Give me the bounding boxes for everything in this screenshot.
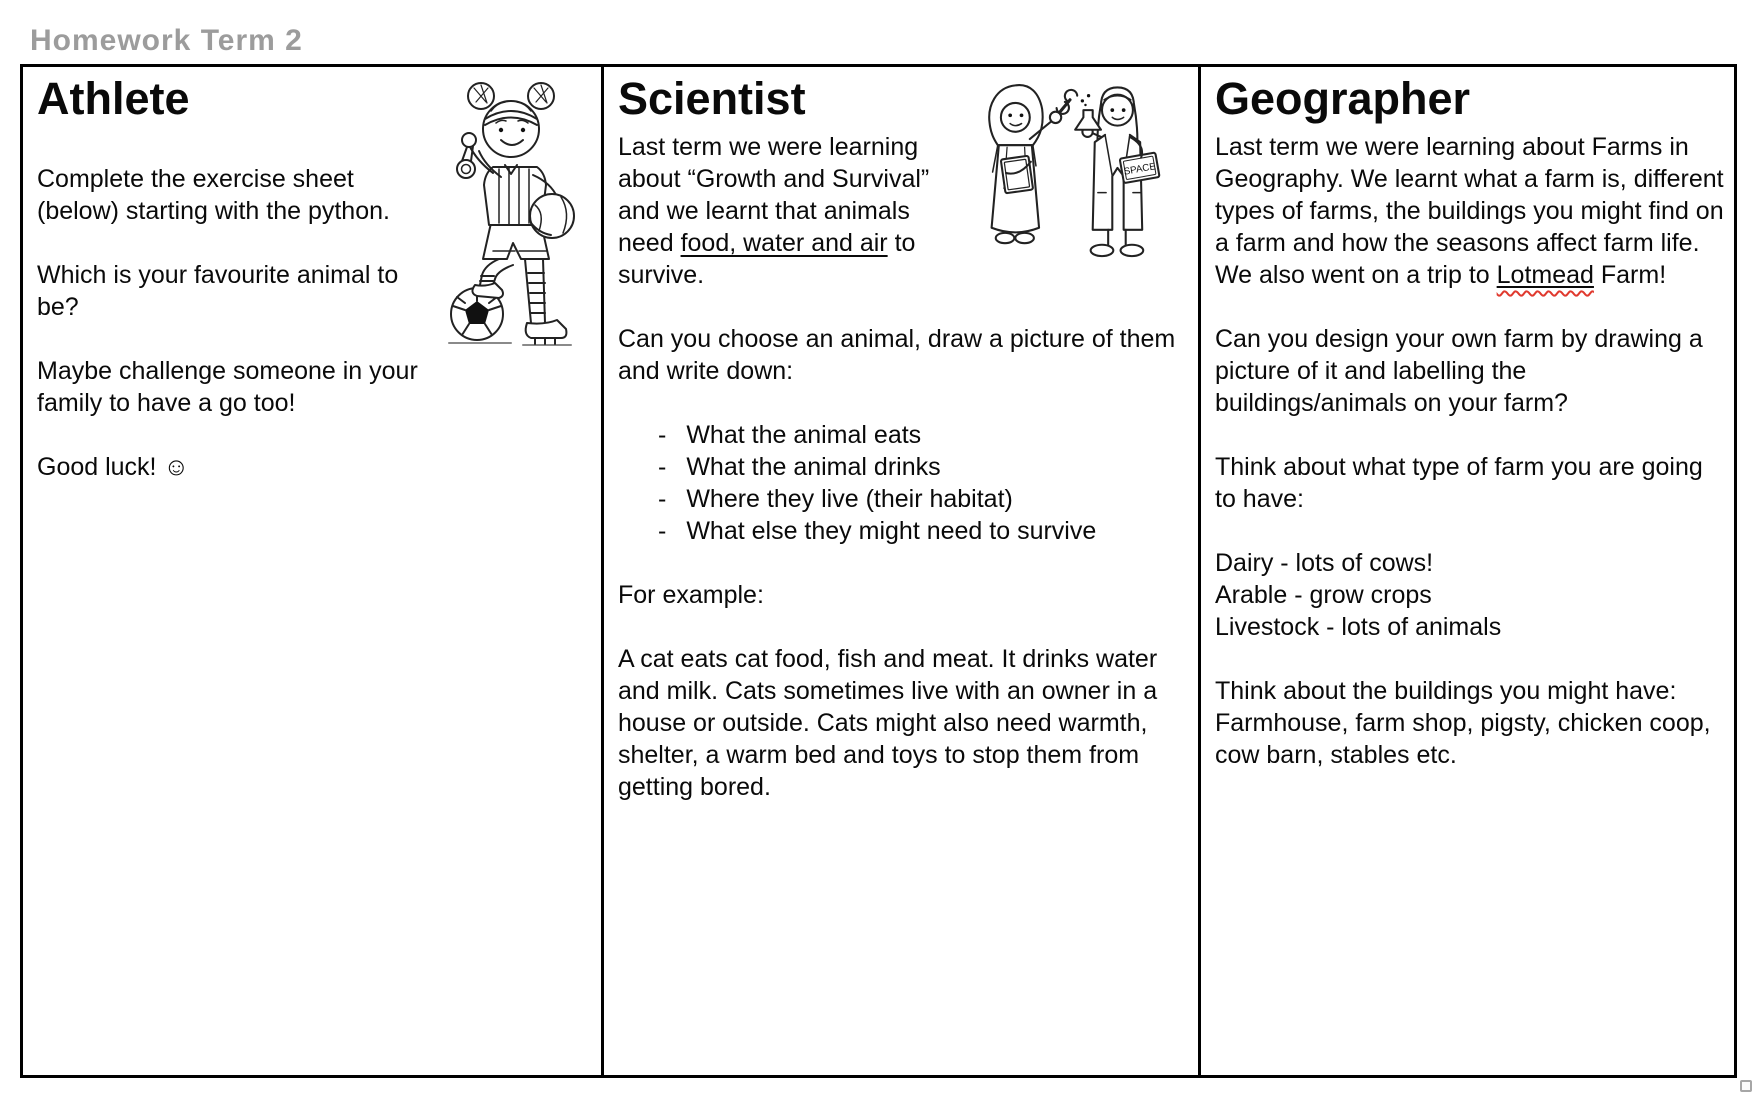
scientists-illustration (956, 73, 1184, 269)
scientist-example-label: For example: (618, 581, 764, 609)
scientist-underlined-phrase: food, water and air (680, 229, 888, 257)
bullet-item (658, 515, 1184, 547)
geographer-heading: Geographer (1215, 73, 1471, 124)
bullet-item (658, 419, 1184, 451)
farm-types-list (1215, 547, 1724, 643)
scientist-intro-text: Last term we were learning about “Growth and Survival” and we learnt that animals need (618, 133, 930, 257)
athlete-paragraph-3: Maybe challenge someone in your family to have a go too! (37, 357, 418, 417)
geographer-think-type: Think about what type of farm you are going to have: (1215, 453, 1703, 513)
athlete-paragraph-1: Complete the exercise sheet (below) starting with the python. (37, 165, 390, 225)
bullet-dash: - (658, 453, 667, 481)
geographer-misspelled-word: Lotmead (1496, 261, 1594, 289)
bullet-dash: - (658, 517, 667, 545)
homework-table (20, 64, 1737, 1078)
geographer-prompt: Can you design your own farm by drawing a picture of it and labelling the buildings/animals on your farm? (1215, 325, 1703, 417)
geographer-intro-text: Last term we were learning about Farms in Geography. We learnt what a farm is, different types of farms, the buildings you might find on a farm and how the seasons affect farm life. We also went on a trip to (1215, 133, 1724, 289)
scientists-drawing (956, 73, 1184, 269)
page-title: Homework Term 2 (30, 24, 303, 57)
athlete-paragraph-2: Which is your favourite animal to be? (37, 261, 399, 321)
scientist-intro-text-end: to survive. (618, 229, 916, 289)
bullet-dash: - (658, 421, 667, 449)
scientist-bullet-list (618, 419, 1184, 547)
geographer-intro-text-end: Farm! (1593, 261, 1667, 289)
geographer-think-buildings: Think about the buildings you might have: Farmhouse, farm shop, pigsty, chicken coop, cow barn, stables etc. (1215, 677, 1711, 769)
table-resize-handle[interactable] (1740, 1080, 1752, 1092)
bullet-dash: - (658, 485, 667, 513)
athlete-girl-drawing (435, 73, 587, 353)
bullet-item (658, 483, 1184, 515)
geographer-intro-paragraph (1215, 131, 1724, 291)
farm-type-arable: Arable - grow crops (1215, 581, 1432, 609)
bullet-text: What the animal eats (686, 421, 922, 449)
farm-type-dairy: Dairy - lots of cows! (1215, 549, 1434, 577)
athlete-heading: Athlete (37, 73, 190, 124)
bullet-text: What the animal drinks (686, 453, 941, 481)
bullet-text: What else they might need to survive (686, 517, 1097, 545)
athlete-girl-illustration (435, 73, 587, 353)
athlete-column (23, 67, 604, 1075)
scientist-heading: Scientist (618, 73, 806, 124)
scientist-example-text: A cat eats cat food, fish and meat. It drinks water and milk. Cats sometimes live with an owner in a house or outside. Cats might also need warmth, shelter, a warm bed and toys to stop them from getting bored. (618, 645, 1158, 801)
athlete-good-luck-line: Good luck! ☺ (37, 453, 189, 481)
geographer-column (1201, 67, 1734, 1075)
farm-type-livestock: Livestock - lots of animals (1215, 613, 1502, 641)
scientist-prompt: Can you choose an animal, draw a picture of them and write down: (618, 325, 1176, 385)
bullet-item (658, 451, 1184, 483)
space-book-label: SPACE (1122, 161, 1157, 178)
geographer-misspelled-word-wrap (1497, 261, 1594, 289)
scientist-column (604, 67, 1201, 1075)
bullet-text: Where they live (their habitat) (686, 485, 1013, 513)
